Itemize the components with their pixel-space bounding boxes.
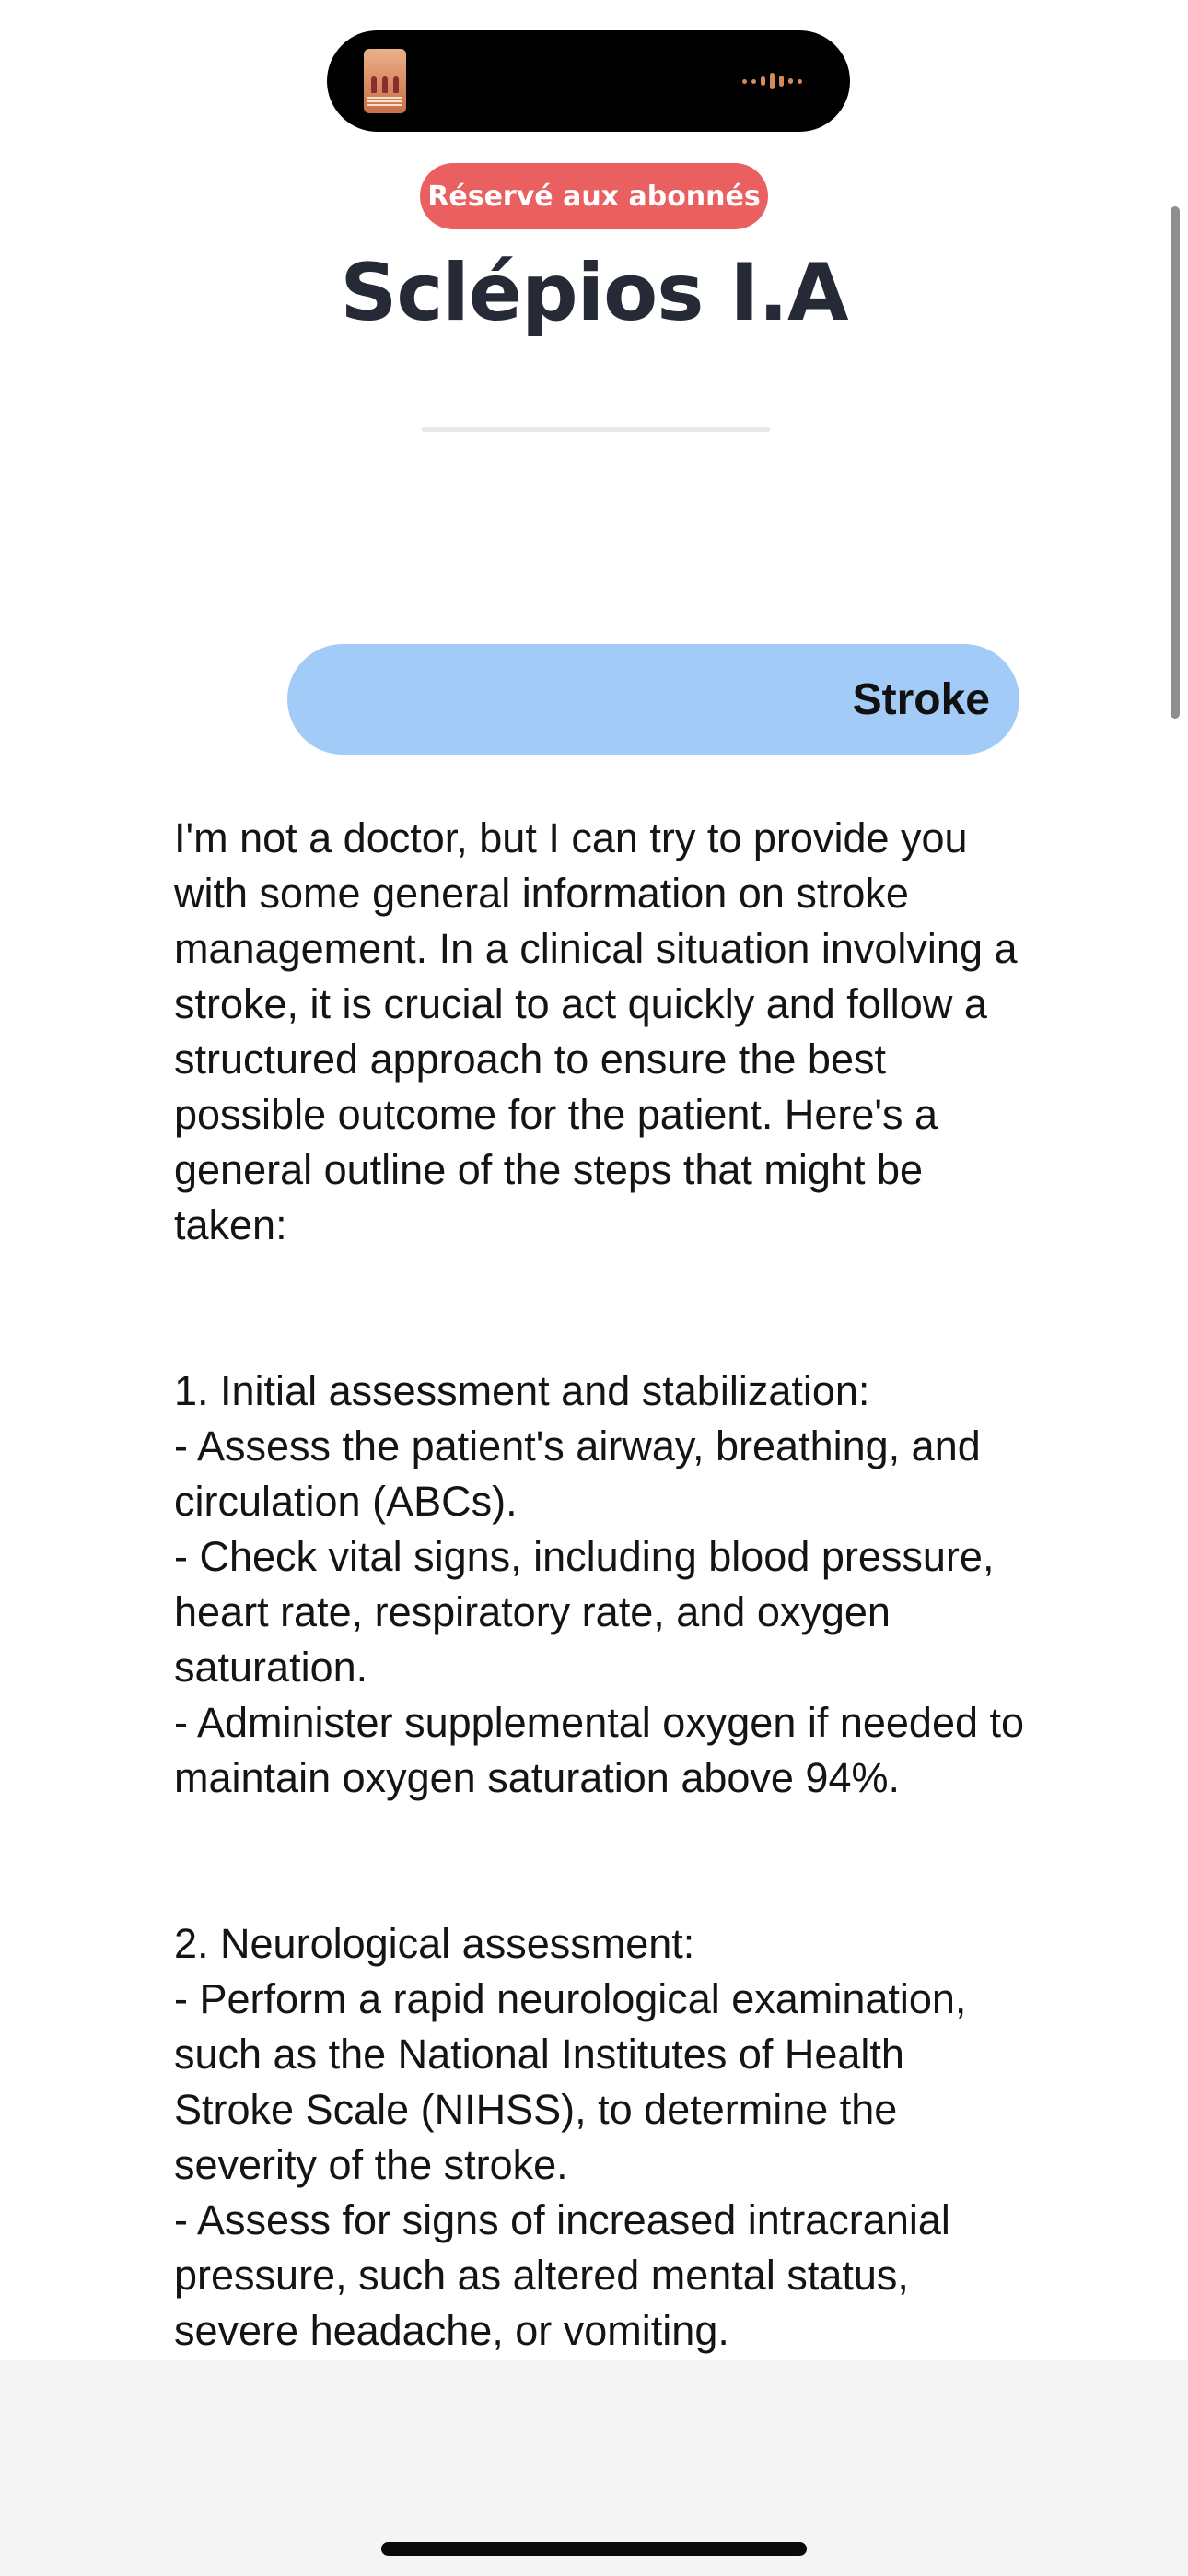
title-divider [422, 427, 770, 432]
response-paragraph: I'm not a doctor, but I can try to provide you with some general information on stroke management. In a clinical situation involving a stroke, it is crucial to act quickly and follow a structured approach to ensure the best possible outcome for the patient. Here's a general outline of the steps that might be taken: [174, 814, 1018, 1248]
user-message-bubble [287, 644, 1019, 755]
audio-waveform-icon [742, 71, 802, 91]
album-art-icon[interactable] [364, 49, 406, 113]
user-message-text: Stroke [852, 674, 990, 724]
page-title: Sclépios I.A [340, 247, 848, 339]
dynamic-island[interactable] [327, 30, 850, 132]
response-paragraph: 1. Initial assessment and stabilization: - Assess the patient's airway, breathing, and circulation (ABCs). - Check vital signs, including blood pressure, heart rate, respiratory rate, and oxygen saturation. - Administer supplemental oxygen if needed to maintain oxygen saturation above 94%. [174, 1367, 1025, 1801]
response-paragraph: 2. Neurological assessment: - Perform a rapid neurological examination, such as the National Institutes of Health Stroke Scale (NIHSS), to determine the severity of the stroke. - Assess for signs of increased intracranial pressure, such as altered mental status, severe headache, or vomiting. [174, 1920, 967, 2354]
scrollbar[interactable] [1171, 206, 1180, 719]
assistant-response [174, 755, 1031, 2576]
home-indicator[interactable] [381, 2542, 807, 2556]
subscriber-badge: Réservé aux abonnés [420, 163, 768, 229]
